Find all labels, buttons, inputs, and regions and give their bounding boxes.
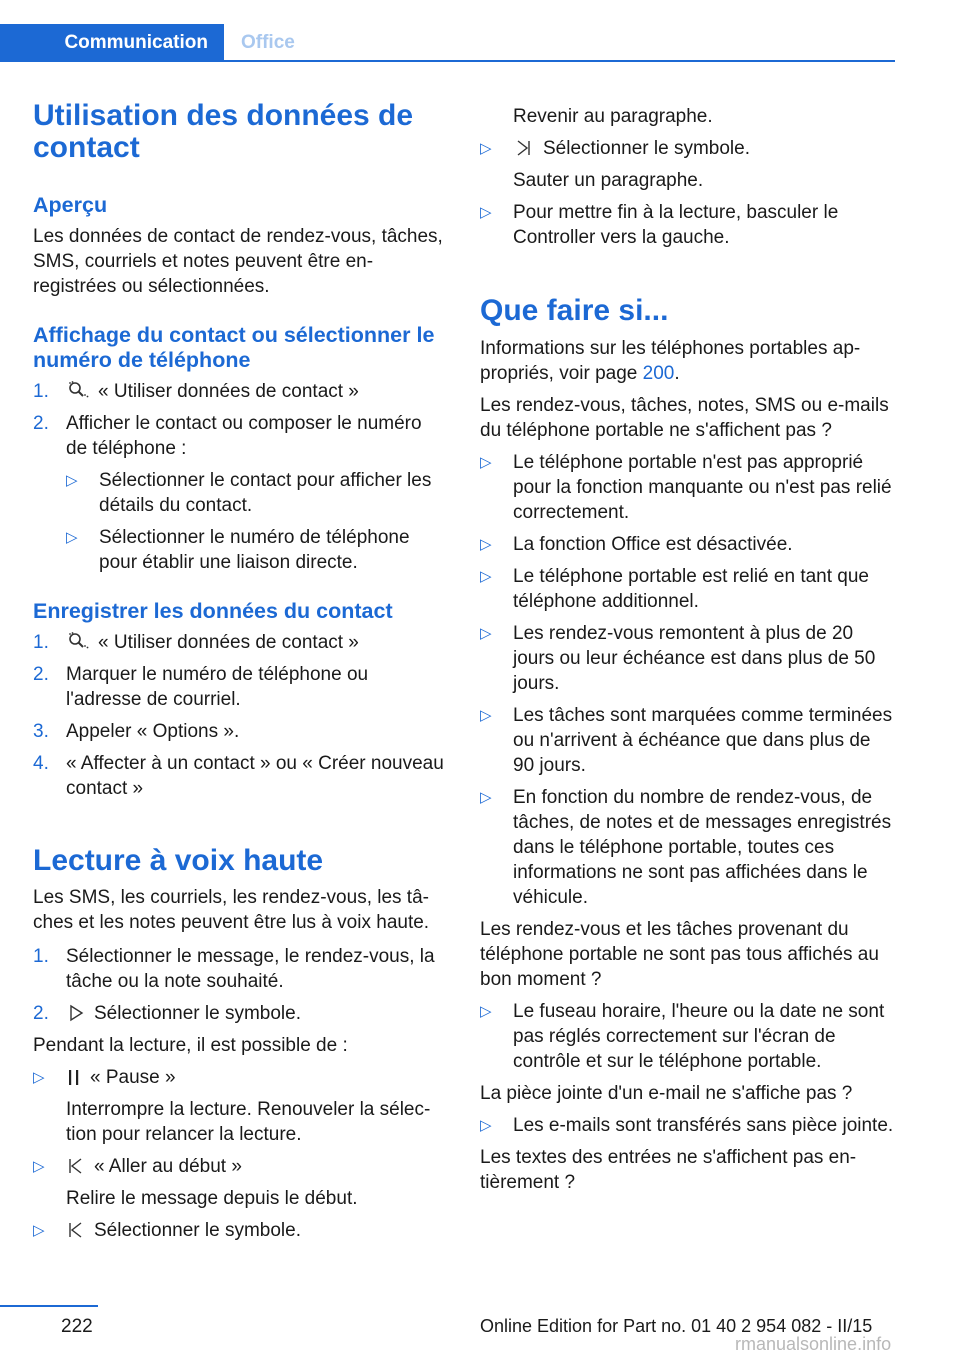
list-number: 1. bbox=[33, 632, 49, 653]
heading-lecture: Lecture à voix haute bbox=[33, 844, 324, 877]
play-icon bbox=[66, 1004, 86, 1022]
bullet-icon: ▷ bbox=[480, 568, 492, 585]
list-item bbox=[33, 944, 447, 994]
list-number: 4. bbox=[33, 753, 49, 774]
contact-search-icon bbox=[66, 380, 90, 400]
list-text: Sélectionner le contact pour afficher les détails du contact. bbox=[99, 470, 432, 516]
sub-list-item bbox=[66, 468, 447, 518]
list-item bbox=[33, 1218, 447, 1243]
list-number: 2. bbox=[33, 1003, 49, 1024]
list-text: Les rendez-vous remontent à plus de 20 jours ou leur échéance est dans plus de 50 jours. bbox=[513, 623, 876, 694]
list-item bbox=[480, 532, 894, 557]
left-column bbox=[33, 100, 447, 1243]
list-number: 2. bbox=[33, 664, 49, 685]
list-text: Appeler « Options ». bbox=[66, 721, 240, 742]
list-item bbox=[33, 662, 447, 712]
paragraph-question-4: Les textes des entrées ne s'affichent pas entièrement ? bbox=[480, 1147, 857, 1193]
list-item bbox=[480, 200, 894, 250]
list-text: « Pause » bbox=[90, 1067, 176, 1088]
list-number: 1. bbox=[33, 381, 49, 402]
paragraph-info-end: . bbox=[674, 363, 680, 384]
list-item bbox=[33, 630, 447, 655]
bullet-icon: ▷ bbox=[480, 454, 492, 471]
list-item bbox=[480, 999, 894, 1074]
heading-enregistrer: Enregistrer les données du contact bbox=[33, 599, 393, 623]
watermark: rmanualsonline.info bbox=[735, 1334, 892, 1354]
list-text: « Utiliser données de contact » bbox=[98, 632, 359, 653]
paragraph-info bbox=[480, 336, 894, 386]
pause-icon bbox=[66, 1068, 82, 1086]
list-item bbox=[480, 136, 894, 161]
bullet-icon: ▷ bbox=[480, 625, 492, 642]
header-tabbar bbox=[0, 24, 895, 62]
bullet-icon: ▷ bbox=[480, 204, 492, 221]
paragraph-question-1: Les rendez-vous, tâches, notes, SMS ou e-mails du téléphone portable ne s'affichent pas ? bbox=[480, 395, 889, 441]
bullet-icon: ▷ bbox=[66, 529, 78, 546]
list-item bbox=[33, 719, 447, 744]
list-item bbox=[33, 379, 447, 404]
list-item bbox=[33, 1065, 447, 1090]
page-number: 222 bbox=[61, 1316, 93, 1337]
sub-list-item bbox=[66, 525, 447, 575]
list-description: Relire le message depuis le début. bbox=[66, 1188, 358, 1209]
list-item bbox=[480, 564, 894, 614]
list-item bbox=[33, 1154, 447, 1179]
list-text: Les e-mails sont transférés sans pièce jointe. bbox=[513, 1115, 894, 1136]
paragraph-pendant: Pendant la lecture, il est possible de : bbox=[33, 1035, 348, 1056]
paragraph-question-2: Les rendez-vous et les tâches provenant du téléphone portable ne sont pas tous affichés au bon moment ? bbox=[480, 919, 879, 990]
list-item bbox=[33, 751, 447, 801]
list-description: Sauter un paragraphe. bbox=[513, 170, 704, 191]
bullet-icon: ▷ bbox=[480, 707, 492, 724]
prev-paragraph-icon bbox=[66, 1221, 86, 1239]
list-item bbox=[480, 1113, 894, 1138]
list-text: « Aller au début » bbox=[94, 1156, 242, 1177]
list-text: Sélectionner le numéro de téléphone pour établir une liaison directe. bbox=[99, 527, 410, 573]
list-text: Les tâches sont marquées comme terminées ou n'arrivent à échéance que dans plus de 90 jours. bbox=[513, 705, 893, 776]
list-text: Marquer le numéro de téléphone ou l'adresse de courriel. bbox=[66, 664, 369, 710]
footer-rule bbox=[0, 1305, 98, 1307]
skip-start-icon bbox=[66, 1157, 86, 1175]
list-text: Sélectionner le message, le rendez-vous, la tâche ou la note souhaité. bbox=[66, 946, 435, 992]
paragraph-apercu: Les données de contact de rendez-vous, tâches, SMS, courriels et notes peuvent être enregistrées ou sélectionnées. bbox=[33, 226, 443, 297]
list-item bbox=[480, 785, 894, 910]
list-text: La fonction Office est désactivée. bbox=[513, 534, 793, 555]
bullet-icon: ▷ bbox=[480, 1117, 492, 1134]
next-paragraph-icon bbox=[513, 139, 535, 157]
tab-office[interactable]: Office bbox=[241, 32, 295, 53]
list-text: En fonction du nombre de rendez-vous, de tâches, de notes et de messages enregistrés dans le téléphone portable, toutes ces informations ne sont pas affichées dans le véhicule. bbox=[513, 787, 892, 908]
paragraph-lecture: Les SMS, les courriels, les rendez-vous, les tâches et les notes peuvent être lus à voix haute. bbox=[33, 887, 430, 933]
contact-search-icon bbox=[66, 631, 90, 651]
list-text: Afficher le contact ou composer le numéro de téléphone : bbox=[66, 413, 422, 459]
list-text: Le téléphone portable n'est pas approprié pour la fonction manquante ou n'est pas relié correctement. bbox=[513, 452, 892, 523]
list-text: Sélectionner le symbole. bbox=[94, 1220, 301, 1241]
list-text: Sélectionner le symbole. bbox=[543, 138, 750, 159]
list-text: Le téléphone portable est relié en tant que téléphone additionnel. bbox=[513, 566, 869, 612]
list-item bbox=[480, 450, 894, 525]
bullet-icon: ▷ bbox=[480, 140, 492, 157]
list-text: Pour mettre fin à la lecture, basculer le Controller vers la gauche. bbox=[513, 202, 839, 248]
list-number: 1. bbox=[33, 946, 49, 967]
list-text: « Affecter à un contact » ou « Créer nouveau contact » bbox=[66, 753, 444, 799]
tab-communication[interactable]: Communication bbox=[0, 24, 224, 62]
heading-que-faire: Que faire si... bbox=[480, 294, 669, 327]
list-number: 3. bbox=[33, 721, 49, 742]
bullet-icon: ▷ bbox=[33, 1158, 45, 1175]
heading-apercu: Aperçu bbox=[33, 193, 108, 217]
heading-contact-data: Utilisation des données de contact bbox=[33, 99, 414, 164]
edition-text: Online Edition for Part no. 01 40 2 954 082 - II/15 bbox=[480, 1316, 873, 1336]
paragraph-question-3: La pièce jointe d'un e-mail ne s'affiche pas ? bbox=[480, 1083, 853, 1104]
bullet-icon: ▷ bbox=[480, 789, 492, 806]
bullet-icon: ▷ bbox=[33, 1069, 45, 1086]
page-link-200[interactable]: 200 bbox=[642, 363, 675, 384]
list-description: Revenir au paragraphe. bbox=[513, 106, 713, 127]
bullet-icon: ▷ bbox=[66, 472, 78, 489]
right-column bbox=[480, 104, 894, 1195]
list-item bbox=[480, 621, 894, 696]
bullet-icon: ▷ bbox=[480, 1003, 492, 1020]
list-item bbox=[33, 1001, 447, 1026]
bullet-icon: ▷ bbox=[33, 1222, 45, 1239]
paragraph-info-text: Informations sur les téléphones portables appropriés, voir page bbox=[480, 338, 861, 384]
list-text: Le fuseau horaire, l'heure ou la date ne sont pas réglés correctement sur l'écran de contrôle et sur le téléphone portable. bbox=[513, 1001, 885, 1072]
list-text: Sélectionner le symbole. bbox=[94, 1003, 301, 1024]
bullet-icon: ▷ bbox=[480, 536, 492, 553]
list-text: « Utiliser données de contact » bbox=[98, 381, 359, 402]
list-item bbox=[480, 703, 894, 778]
heading-affichage: Affichage du contact ou sélectionner le numéro de téléphone bbox=[33, 323, 435, 372]
list-number: 2. bbox=[33, 413, 49, 434]
list-description: Interrompre la lecture. Renouveler la sélection pour relancer la lecture. bbox=[66, 1099, 431, 1145]
list-item bbox=[33, 411, 447, 575]
